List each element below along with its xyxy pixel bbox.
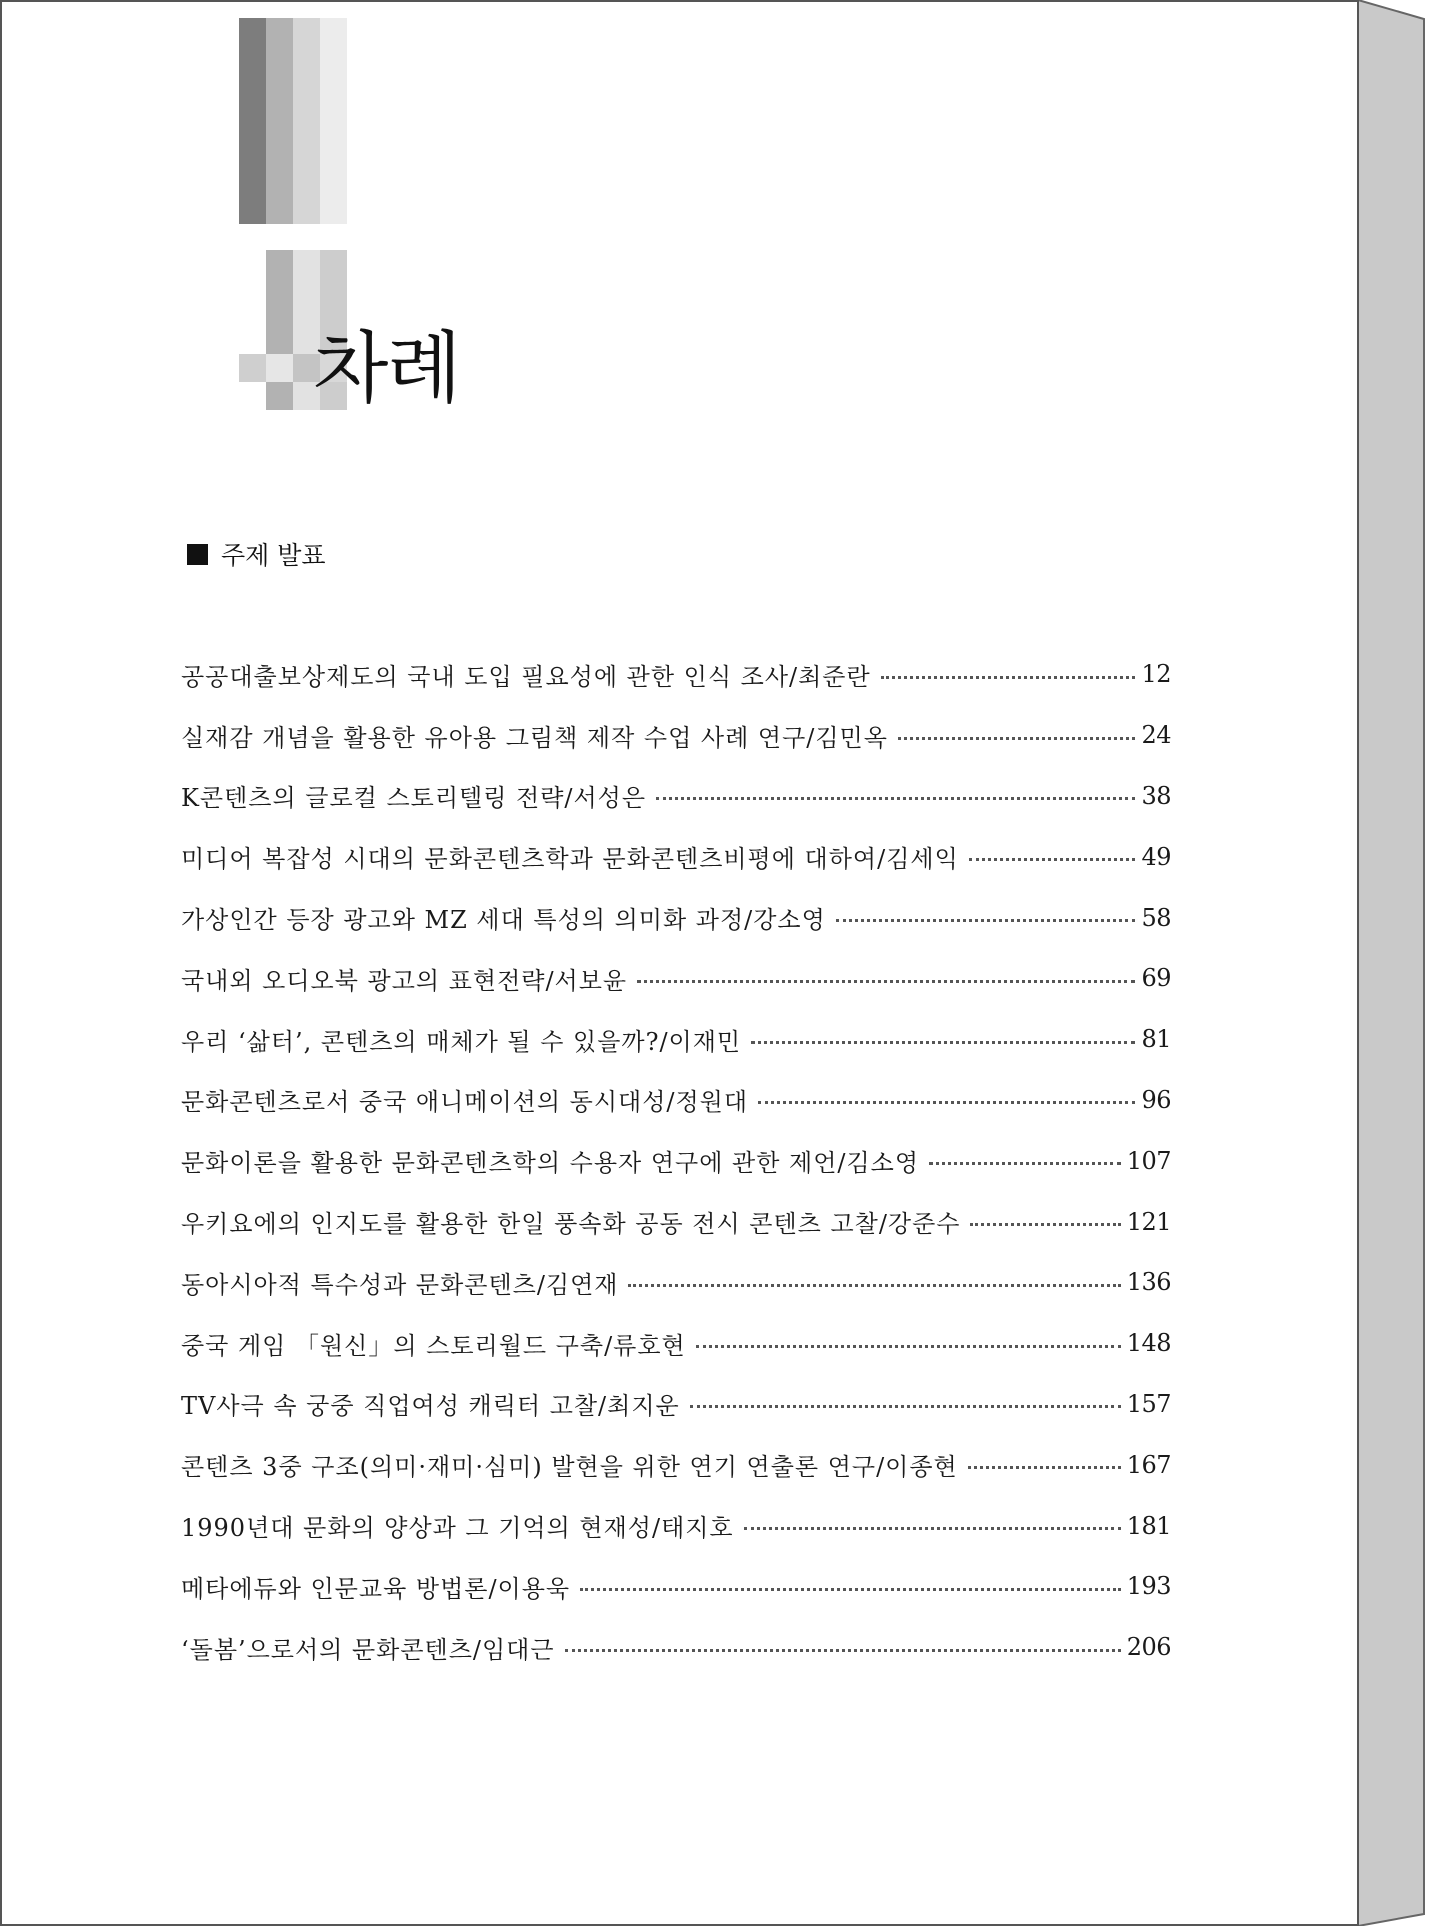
toc-leader-dots xyxy=(656,797,1135,800)
toc-page-number: 58 xyxy=(1141,903,1171,932)
toc-entry-title: 실재감 개념을 활용한 유아용 그림책 제작 수업 사례 연구/김민옥 xyxy=(181,723,888,752)
toc-entry-title: 중국 게임 「원신」의 스토리월드 구축/류호현 xyxy=(181,1331,686,1360)
toc-page-number: 167 xyxy=(1126,1450,1171,1479)
toc-item[interactable] xyxy=(181,1191,1171,1252)
toc-item[interactable] xyxy=(181,948,1171,1009)
toc-entry-title: TV사극 속 궁중 직업여성 캐릭터 고찰/최지운 xyxy=(181,1392,680,1421)
toc-entry-title: 문화이론을 활용한 문화콘텐츠학의 수용자 연구에 관한 제언/김소영 xyxy=(181,1149,920,1178)
toc-entry-title: 미디어 복잡성 시대의 문화콘텐츠학과 문화콘텐츠비평에 대하여/김세익 xyxy=(181,845,959,874)
toc-entry-title: 동아시아적 특수성과 문화콘텐츠/김연재 xyxy=(181,1270,619,1299)
toc-entry-title: ‘돌봄’으로서의 문화콘텐츠/임대근 xyxy=(181,1635,555,1664)
toc-page-number: 107 xyxy=(1126,1146,1171,1175)
toc-page-number: 181 xyxy=(1126,1511,1171,1540)
toc-page-number: 69 xyxy=(1141,964,1171,993)
toc-item[interactable] xyxy=(181,826,1171,887)
toc-page-number: 96 xyxy=(1141,1085,1171,1114)
toc-item[interactable] xyxy=(181,1374,1171,1435)
toc-item[interactable] xyxy=(181,766,1171,827)
toc-leader-dots xyxy=(696,1345,1121,1348)
toc-item[interactable] xyxy=(181,1070,1171,1131)
toc-leader-dots xyxy=(628,1284,1120,1287)
toc-leader-dots xyxy=(580,1588,1121,1591)
toc-page-number: 81 xyxy=(1141,1025,1171,1054)
toc-item[interactable] xyxy=(181,1313,1171,1374)
toc-page-number: 24 xyxy=(1141,721,1171,750)
toc-leader-dots xyxy=(758,1101,1135,1104)
toc-page-number: 157 xyxy=(1126,1389,1171,1418)
toc-entry-title: 가상인간 등장 광고와 MZ 세대 특성의 의미화 과정/강소영 xyxy=(181,906,826,935)
toc-item[interactable] xyxy=(181,1556,1171,1617)
toc-leader-dots xyxy=(565,1649,1121,1652)
toc-entry-title: 국내외 오디오북 광고의 표현전략/서보윤 xyxy=(181,966,628,995)
table-of-contents xyxy=(181,644,1171,1678)
toc-item[interactable] xyxy=(181,705,1171,766)
toc-entry-title: 공공대출보상제도의 국내 도입 필요성에 관한 인식 조사/최준란 xyxy=(181,662,871,691)
toc-item[interactable] xyxy=(181,644,1171,705)
toc-page-number: 121 xyxy=(1126,1207,1171,1236)
toc-leader-dots xyxy=(637,980,1135,983)
toc-entry-title: 문화콘텐츠로서 중국 애니메이션의 동시대성/정원대 xyxy=(181,1088,749,1117)
toc-item[interactable] xyxy=(181,1252,1171,1313)
toc-page-number: 136 xyxy=(1126,1268,1171,1297)
square-bullet-icon xyxy=(187,544,208,565)
toc-page-number: 49 xyxy=(1141,842,1171,871)
toc-item[interactable] xyxy=(181,1009,1171,1070)
toc-leader-dots xyxy=(968,1466,1121,1469)
toc-item[interactable] xyxy=(181,887,1171,948)
toc-leader-dots xyxy=(969,858,1136,861)
toc-leader-dots xyxy=(690,1405,1121,1408)
toc-item[interactable] xyxy=(181,1495,1171,1556)
toc-leader-dots xyxy=(970,1223,1120,1226)
toc-entry-title: 1990년대 문화의 양상과 그 기억의 현재성/태지호 xyxy=(181,1514,734,1543)
toc-page-number: 12 xyxy=(1141,660,1171,689)
toc-entry-title: 콘텐츠 3중 구조(의미·재미·심미) 발현을 위한 연기 연출론 연구/이종현 xyxy=(181,1453,958,1482)
toc-leader-dots xyxy=(836,919,1136,922)
page-title: 차례 xyxy=(313,324,460,414)
toc-page-number: 193 xyxy=(1126,1572,1171,1601)
toc-item[interactable] xyxy=(181,1617,1171,1678)
toc-item[interactable] xyxy=(181,1130,1171,1191)
toc-entry-title: K콘텐츠의 글로컬 스토리텔링 전략/서성은 xyxy=(181,784,647,813)
toc-leader-dots xyxy=(751,1041,1135,1044)
toc-leader-dots xyxy=(898,737,1136,740)
toc-page-number: 148 xyxy=(1126,1329,1171,1358)
toc-leader-dots xyxy=(744,1527,1121,1530)
book-spine-side xyxy=(1358,0,1424,1926)
toc-entry-title: 메타에듀와 인문교육 방법론/이용욱 xyxy=(181,1574,571,1603)
toc-item[interactable] xyxy=(181,1434,1171,1495)
toc-entry-title: 우리 ‘삶터’, 콘텐츠의 매체가 될 수 있을까?/이재민 xyxy=(181,1027,742,1056)
toc-entry-title: 우키요에의 인지도를 활용한 한일 풍속화 공동 전시 콘텐츠 고찰/강준수 xyxy=(181,1210,961,1239)
toc-page-number: 206 xyxy=(1126,1633,1171,1662)
toc-page-number: 38 xyxy=(1141,781,1171,810)
section-heading xyxy=(187,536,326,572)
section-heading-label: 주제 발표 xyxy=(221,541,326,570)
toc-leader-dots xyxy=(881,676,1136,679)
toc-leader-dots xyxy=(929,1162,1121,1165)
